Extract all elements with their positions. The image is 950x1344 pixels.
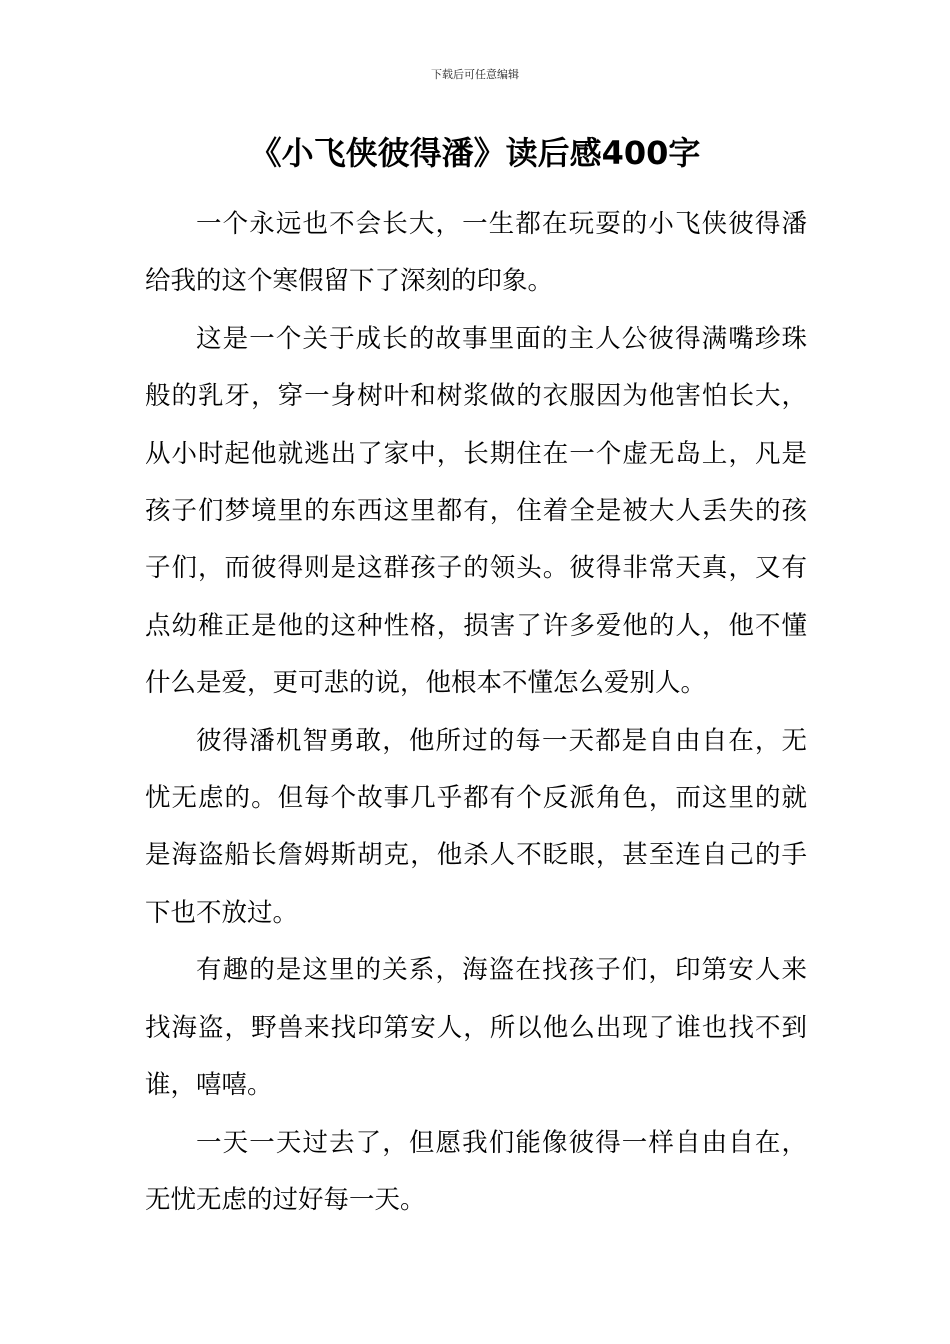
paragraph-4: 有趣的是这里的关系，海盗在找孩子们，印第安人来找海盗，野兽来找印第安人，所以他么出现了谁也找不到谁，嘻嘻。 [145,955,807,1101]
document-title: 《小飞侠彼得潘》读后感400字 [249,134,701,172]
paragraph-5: 一天一天过去了，但愿我们能像彼得一样自由自在，无忧无虑的过好每一天。 [145,1127,807,1215]
paragraph-2: 这是一个关于成长的故事里面的主人公彼得满嘴珍珠般的乳牙，穿一身树叶和树浆做的衣服因为他害怕长大，从小时起他就逃出了家中，长期住在一个虚无岛上，凡是孩子们梦境里的东西这里都有，住着全是被大人丢失的孩子们，而彼得则是这群孩子的领头。彼得非常天真，又有点幼稚正是他的这种性格，损害了许多爱他的人，他不懂什么是爱，更可悲的说，他根本不懂怎么爱别人。 [145,323,807,699]
document-body [145,196,807,1229]
header-note: 下载后可任意编辑 [431,68,519,81]
paragraph-1: 一个永远也不会长大，一生都在玩耍的小飞侠彼得潘给我的这个寒假留下了深刻的印象。 [145,209,807,297]
paragraph-3: 彼得潘机智勇敢，他所过的每一天都是自由自在，无忧无虑的。但每个故事几乎都有个反派角色，而这里的就是海盗船长詹姆斯胡克，他杀人不眨眼，甚至连自己的手下也不放过。 [145,725,807,928]
